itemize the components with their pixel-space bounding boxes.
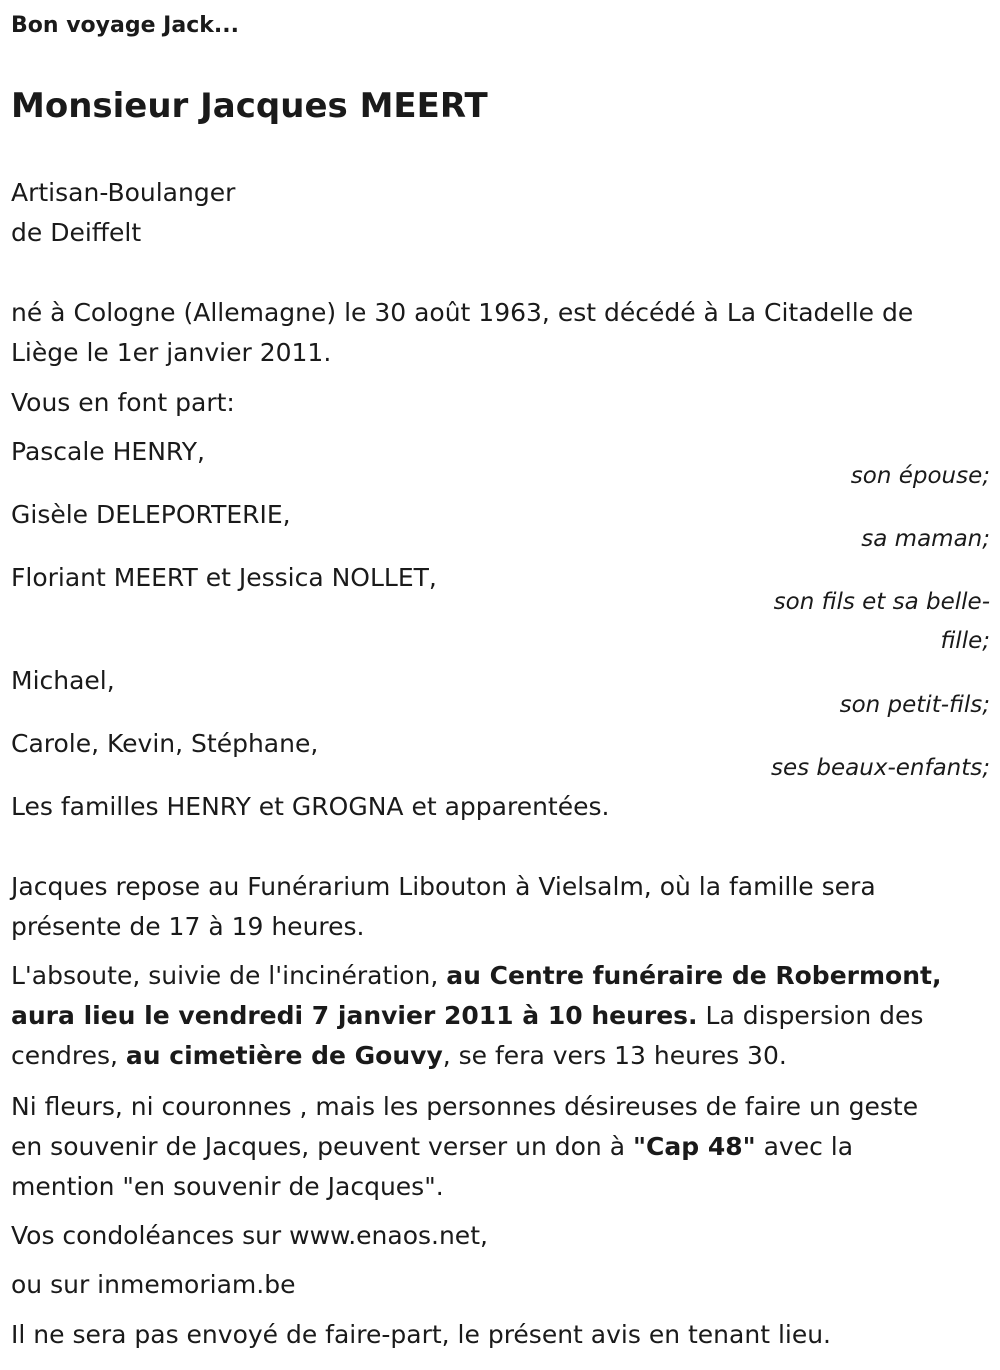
- ceremony-date: aura lieu le vendredi 7 janvier 2011 à 10 heures.: [11, 1001, 698, 1030]
- ceremony-line-3: [11, 1036, 990, 1076]
- family-member-name: Gisèle DELEPORTERIE,: [11, 500, 291, 529]
- birth-death-line-2: Liège le 1er janvier 2011.: [11, 338, 332, 367]
- condolences-line-1: Vos condoléances sur www.enaos.net,: [11, 1221, 488, 1250]
- announce-text: Vous en font part:: [11, 388, 235, 417]
- intro-text: Bon voyage Jack...: [11, 13, 239, 38]
- family-member-name: Pascale HENRY,: [11, 437, 205, 466]
- family-member-relation: son fils et sa belle-: [773, 589, 990, 615]
- family-member-name: Carole, Kevin, Stéphane,: [11, 729, 319, 758]
- ceremony-text: La dispersion des: [697, 1001, 924, 1030]
- ceremony-line-2: [11, 996, 990, 1036]
- ceremony-line-1: [11, 956, 990, 996]
- family-member-relation: son épouse;: [850, 463, 990, 489]
- ceremony-location: au Centre funéraire de Robermont,: [446, 961, 942, 990]
- footer-notice: Il ne sera pas envoyé de faire-part, le présent avis en tenant lieu.: [11, 1320, 832, 1349]
- condolences-line-2: ou sur inmemoriam.be: [11, 1270, 296, 1299]
- repose-line-2: présente de 17 à 19 heures.: [11, 912, 365, 941]
- ceremony-text: , se fera vers 13 heures 30.: [442, 1041, 787, 1070]
- family-member-relation-cont: fille;: [940, 628, 990, 654]
- donation-line-2: [11, 1127, 990, 1167]
- donation-text: avec la: [755, 1132, 854, 1161]
- donation-line-3: mention "en souvenir de Jacques".: [11, 1172, 444, 1201]
- repose-line-1: Jacques repose au Funérarium Libouton à Vielsalm, où la famille sera: [11, 872, 876, 901]
- family-member-name: Michael,: [11, 666, 115, 695]
- family-member-relation: sa maman;: [861, 526, 990, 552]
- family-member-relation: ses beaux-enfants;: [770, 755, 990, 781]
- profession-block: [11, 173, 990, 253]
- families-line: Les familles HENRY et GROGNA et apparentées.: [11, 792, 610, 821]
- donation-block: [11, 1087, 990, 1207]
- ceremony-text: L'absoute, suivie de l'incinération,: [11, 961, 447, 990]
- dispersion-location: au cimetière de Gouvy: [125, 1041, 443, 1070]
- ceremony-block: [11, 956, 990, 1076]
- birth-death-block: [11, 293, 990, 373]
- profession: Artisan-Boulanger: [11, 178, 236, 207]
- repose-block: [11, 867, 990, 947]
- deceased-name: Monsieur Jacques MEERT: [11, 86, 488, 126]
- family-member-relation: son petit-fils;: [839, 692, 990, 718]
- family-member-name: Floriant MEERT et Jessica NOLLET,: [11, 563, 437, 592]
- donation-charity: "Cap 48": [633, 1132, 756, 1161]
- donation-text: en souvenir de Jacques, peuvent verser un don à: [11, 1132, 633, 1161]
- ceremony-text: cendres,: [11, 1041, 126, 1070]
- origin: de Deiffelt: [11, 218, 142, 247]
- donation-line-1: Ni fleurs, ni couronnes , mais les personnes désireuses de faire un geste: [11, 1092, 919, 1121]
- birth-death-line-1: né à Cologne (Allemagne) le 30 août 1963, est décédé à La Citadelle de: [11, 298, 914, 327]
